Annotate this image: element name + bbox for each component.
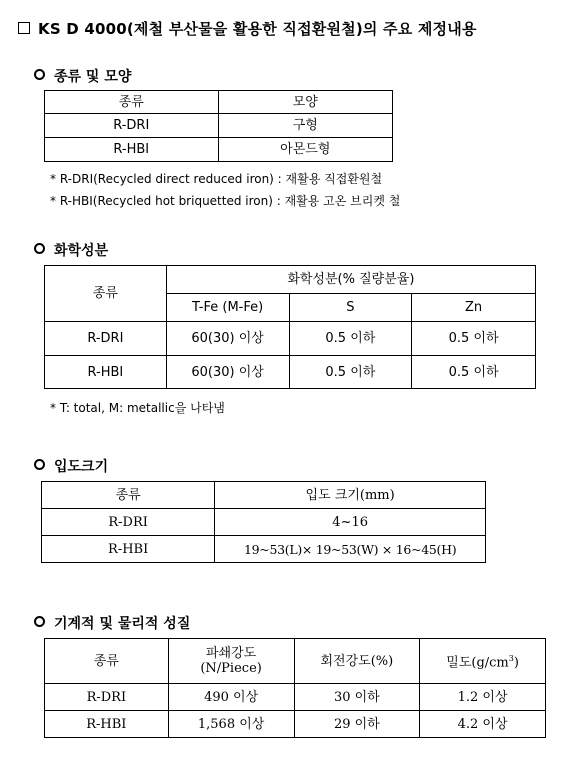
- table-cell: 30 이하: [294, 684, 420, 711]
- section-heading-chemical: [34, 240, 108, 260]
- circle-bullet-icon: [34, 69, 45, 80]
- table-row: [42, 509, 486, 536]
- table-header-cell: Zn: [412, 294, 536, 322]
- table-cell: 4.2 이상: [420, 711, 546, 738]
- density-label-close: ): [513, 655, 519, 671]
- table-cell: 0.5 이하: [412, 322, 536, 356]
- table-cell: R-DRI: [42, 509, 215, 536]
- table-cell: 구형: [218, 114, 392, 138]
- table-cell: 490 이상: [168, 684, 294, 711]
- section-heading-chemical-text: 화학성분: [54, 243, 109, 259]
- table-cell: R-DRI: [45, 114, 219, 138]
- physical-table: [44, 638, 546, 738]
- table-header-cell: 종류: [45, 639, 169, 684]
- circle-bullet-icon: [34, 243, 45, 254]
- table-cell: R-DRI: [45, 684, 169, 711]
- table-cell: 0.5 이하: [289, 356, 412, 389]
- table-cell: 29 이하: [294, 711, 420, 738]
- section-heading-size: [34, 456, 108, 476]
- table-row: [45, 356, 536, 389]
- table-cell: 60(30) 이상: [166, 356, 289, 389]
- table-cell: 19~53(L)× 19~53(W) × 16~45(H): [215, 536, 486, 563]
- table-header-cell: 종류: [45, 91, 219, 114]
- header-line: 파쇄강도: [205, 646, 257, 661]
- size-table: [41, 481, 486, 563]
- section-heading-physical-text: 기계적 및 물리적 성질: [54, 616, 191, 632]
- table-cell: 0.5 이하: [412, 356, 536, 389]
- footnote: * R-DRI(Recycled direct reduced iron) : 재활용 직접환원철: [50, 172, 383, 186]
- table-header-row: [42, 482, 486, 509]
- circle-bullet-icon: [34, 616, 45, 627]
- table-header-row: [45, 91, 393, 114]
- table-cell: 0.5 이하: [289, 322, 412, 356]
- footnote: * R-HBI(Recycled hot briquetted iron) : 재활용 고온 브리켓 철: [50, 194, 401, 208]
- table-cell: 4~16: [215, 509, 486, 536]
- footnote: * T: total, M: metallic을 나타냄: [50, 401, 225, 415]
- table-header-cell: 종류: [45, 266, 167, 322]
- table-row: [42, 536, 486, 563]
- table-cell: R-HBI: [45, 356, 167, 389]
- table-cell: 60(30) 이상: [166, 322, 289, 356]
- page-title-text: KS D 4000(제철 부산물을 활용한 직접환원철)의 주요 제정내용: [38, 20, 477, 38]
- table-header-cell: S: [289, 294, 412, 322]
- table-cell: R-DRI: [45, 322, 167, 356]
- section-heading-physical: [34, 613, 190, 633]
- section-heading-shape: [34, 66, 131, 86]
- table-row: [45, 322, 536, 356]
- checkbox-square-icon: [18, 22, 30, 34]
- page-title: [18, 18, 477, 39]
- shape-table: [44, 90, 393, 162]
- table-header-cell: [420, 639, 546, 684]
- table-row: [45, 114, 393, 138]
- table-header-cell: 화학성분(% 질량분율): [166, 266, 535, 294]
- table-header-row: [45, 266, 536, 294]
- header-line: (N/Piece): [200, 661, 262, 676]
- table-row: [45, 138, 393, 162]
- density-superscript: 3: [508, 654, 514, 664]
- density-label: 밀도(g/cm: [446, 655, 509, 671]
- table-cell: 1,568 이상: [168, 711, 294, 738]
- table-header-cell: [168, 639, 294, 684]
- chemical-table: [44, 265, 536, 389]
- table-cell: 아몬드형: [218, 138, 392, 162]
- table-header-cell: T-Fe (M-Fe): [166, 294, 289, 322]
- table-cell: R-HBI: [45, 138, 219, 162]
- section-heading-size-text: 입도크기: [54, 459, 109, 475]
- circle-bullet-icon: [34, 459, 45, 470]
- table-header-cell: 모양: [218, 91, 392, 114]
- section-heading-shape-text: 종류 및 모양: [54, 69, 132, 85]
- table-header-cell: 입도 크기(mm): [215, 482, 486, 509]
- table-header-cell: 종류: [42, 482, 215, 509]
- table-cell: R-HBI: [45, 711, 169, 738]
- table-cell: R-HBI: [42, 536, 215, 563]
- table-row: [45, 711, 546, 738]
- table-row: [45, 684, 546, 711]
- table-cell: 1.2 이상: [420, 684, 546, 711]
- table-header-row: [45, 639, 546, 684]
- table-header-cell: 회전강도(%): [294, 639, 420, 684]
